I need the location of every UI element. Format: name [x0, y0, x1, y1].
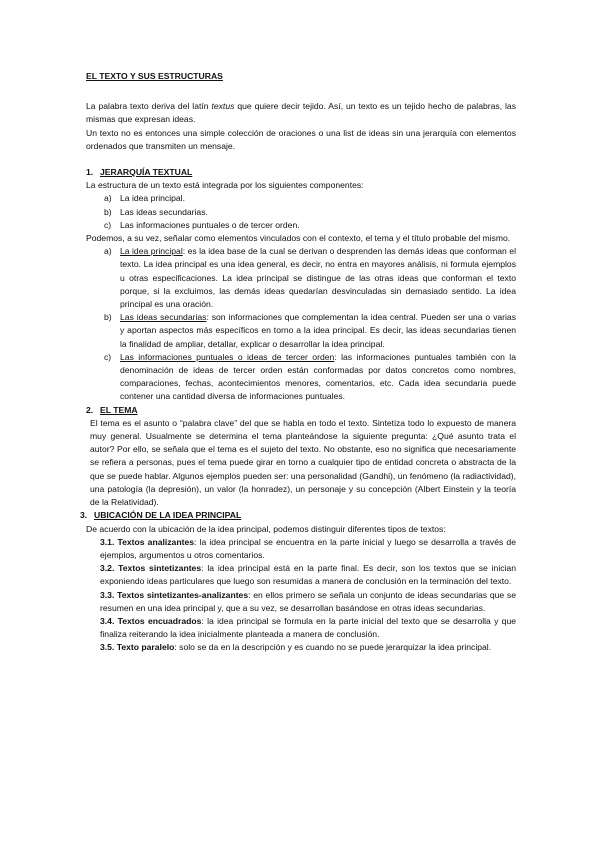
- text-type-item: [100, 641, 516, 654]
- text-type-description: : la idea principal está en la parte final. Es decir, son los textos que se inician exponiendo ideas particulares que luego son resumidas a manera de conclusión en la terminación del texto.: [100, 563, 516, 587]
- text-type-number: 3.5.: [100, 642, 115, 653]
- section-1-number: 1.: [86, 167, 94, 178]
- section-1-lead: La estructura de un texto está integrada por los siguientes componentes:: [86, 180, 364, 191]
- section-3-lead: De acuerdo con la ubicación de la idea principal, podemos distinguir diferentes tipos de textos:: [86, 523, 446, 534]
- definition-text: : son informaciones que complementan la idea central. Pueden ser una o varias y aportan aspectos más específicos en torno a la idea principal. Es decir, las ideas secundarias tienen la finalidad de ampliar, detallar, explicar o desarrollar la idea principal.: [120, 312, 516, 349]
- text-type-name: Textos encuadrados: [117, 615, 202, 626]
- section-1-heading: [86, 166, 516, 179]
- text-type-item: [100, 562, 516, 588]
- definition-item: [104, 351, 516, 404]
- section-2-number: 2.: [86, 404, 94, 415]
- definition-marker: a): [104, 246, 112, 257]
- section-3-heading: [80, 509, 516, 522]
- text-type-number: 3.2.: [100, 563, 115, 574]
- list-item-text: Las ideas secundarias.: [120, 206, 208, 217]
- text-type-name: Textos sintetizantes-analizantes: [117, 589, 249, 600]
- list-item-text: La idea principal.: [120, 193, 185, 204]
- intro-text-b: que quiere decir tejido. Así, un texto es un tejido hecho de palabras, las mismas que expresan ideas.: [86, 101, 516, 125]
- list-item: [104, 219, 516, 232]
- definition-marker: c): [104, 351, 112, 362]
- text-type-item: [100, 536, 516, 562]
- definition-term: La idea principal: [120, 246, 183, 257]
- document-title: EL TEXTO Y SUS ESTRUCTURAS: [86, 71, 223, 81]
- text-type-description: : la idea principal se formula en la parte inicial del texto que se desarrolla y que finaliza reiterando la idea inicialmente planteada a manera de conclusión.: [100, 615, 517, 640]
- section-3-number: 3.: [80, 510, 88, 521]
- intro-paragraph-2: Un texto no es entonces una simple colección de oraciones o una list de ideas sin una jerarquía con elementos ordenados que transmiten un mensaje.: [86, 127, 516, 151]
- definition-term: Las informaciones puntuales o ideas de tercer orden: [120, 351, 335, 362]
- section-2-heading: [86, 404, 516, 417]
- text-type-description: : la idea principal se encuentra en la parte inicial y luego se desarrolla a través de ejemplos, argumentos u otros comentarios.: [100, 536, 516, 560]
- text-type-name: Textos analizantes: [117, 536, 195, 547]
- section-3-title: UBICACIÓN DE LA IDEA PRINCIPAL: [94, 510, 242, 521]
- text-type-name: Textos sintetizantes: [118, 563, 202, 574]
- definition-item: [104, 245, 516, 311]
- list-item: [104, 192, 516, 205]
- text-type-number: 3.1.: [100, 536, 115, 547]
- text-type-item: [100, 615, 516, 641]
- section-2-title: EL TEMA: [100, 404, 138, 415]
- text-type-number: 3.4.: [100, 615, 115, 626]
- intro-paragraph-1: [86, 100, 516, 126]
- text-type-number: 3.3.: [100, 589, 115, 600]
- definitions-list: [86, 245, 516, 403]
- definition-text: : las informaciones puntuales también con la denominación de ideas de tercer orden están conformadas por datos concretos como nombres, comparaciones, fechas, acontecimientos menores, comentarios, etc. Cada idea secundaria puede contener una cantidad diversa de informaciones puntuales.: [120, 351, 516, 402]
- definition-term: Las ideas secundarias: [120, 312, 207, 323]
- components-list: [86, 192, 516, 232]
- text-type-description: : en ellos primero se señala un conjunto de ideas secundarias que se resumen en una idea principal y, que a su vez, se desarrollan basándose en otras ideas secundarias.: [100, 589, 516, 613]
- list-marker: a): [104, 193, 112, 204]
- definition-text: : es la idea base de la cual se derivan o desprenden las demás ideas que conforman el texto. La idea principal es una idea general, es decir, no entra en mayores análisis, ni formula ejemplos u otras especificaciones. La idea principal se distingue de las otras ideas que conforman el texto porque, si la excluimos, las demás ideas quedarían desvinculadas sin demasiado sentido. La idea principal es una oración.: [120, 246, 516, 310]
- section-1-title: JERARQUÍA TEXTUAL: [100, 167, 193, 178]
- section-1-paragraph: Podemos, a su vez, señalar como elementos vinculados con el contexto, el tema y el título probable del mismo.: [86, 233, 511, 244]
- list-item: [104, 206, 516, 219]
- list-marker: c): [104, 219, 112, 230]
- definition-marker: b): [104, 312, 112, 323]
- list-item-text: Las informaciones puntuales o de tercer orden.: [120, 219, 300, 230]
- text-type-name: Texto paralelo: [116, 642, 175, 653]
- list-marker: b): [104, 206, 112, 217]
- text-type-description: : solo se da en la descripción y es cuando no se puede jerarquizar la idea principal.: [174, 642, 492, 653]
- text-types-list: [86, 536, 516, 655]
- section-2-paragraph: El tema es el asunto o “palabra clave” del que se habla en todo el texto. Sintetiza todo lo expuesto de manera muy general. Usualmente se determina el tema planteándose la siguiente pregunta: ¿Qué asunto trata el autor? Por ello, se señala que el tema es el sujeto del texto. No obstante, eso no significa que necesariamente se refiera a personas, pues el tema puede girar en torno a cualquier tipo de entidad concreta o abstracta de la que se puede hablar. Algunos ejemplos pueden ser: una personalidad (Gandhi), un fenómeno (la radiactividad), una patología (la depresión), un valor (la honradez), un personaje y su concepción (Albert Einstein y la teoría de la Relatividad).: [90, 417, 516, 508]
- intro-latin-word: textus: [211, 101, 235, 112]
- intro-text-a: La palabra texto deriva del latín: [86, 101, 212, 112]
- text-type-item: [100, 589, 516, 615]
- definition-item: [104, 311, 516, 351]
